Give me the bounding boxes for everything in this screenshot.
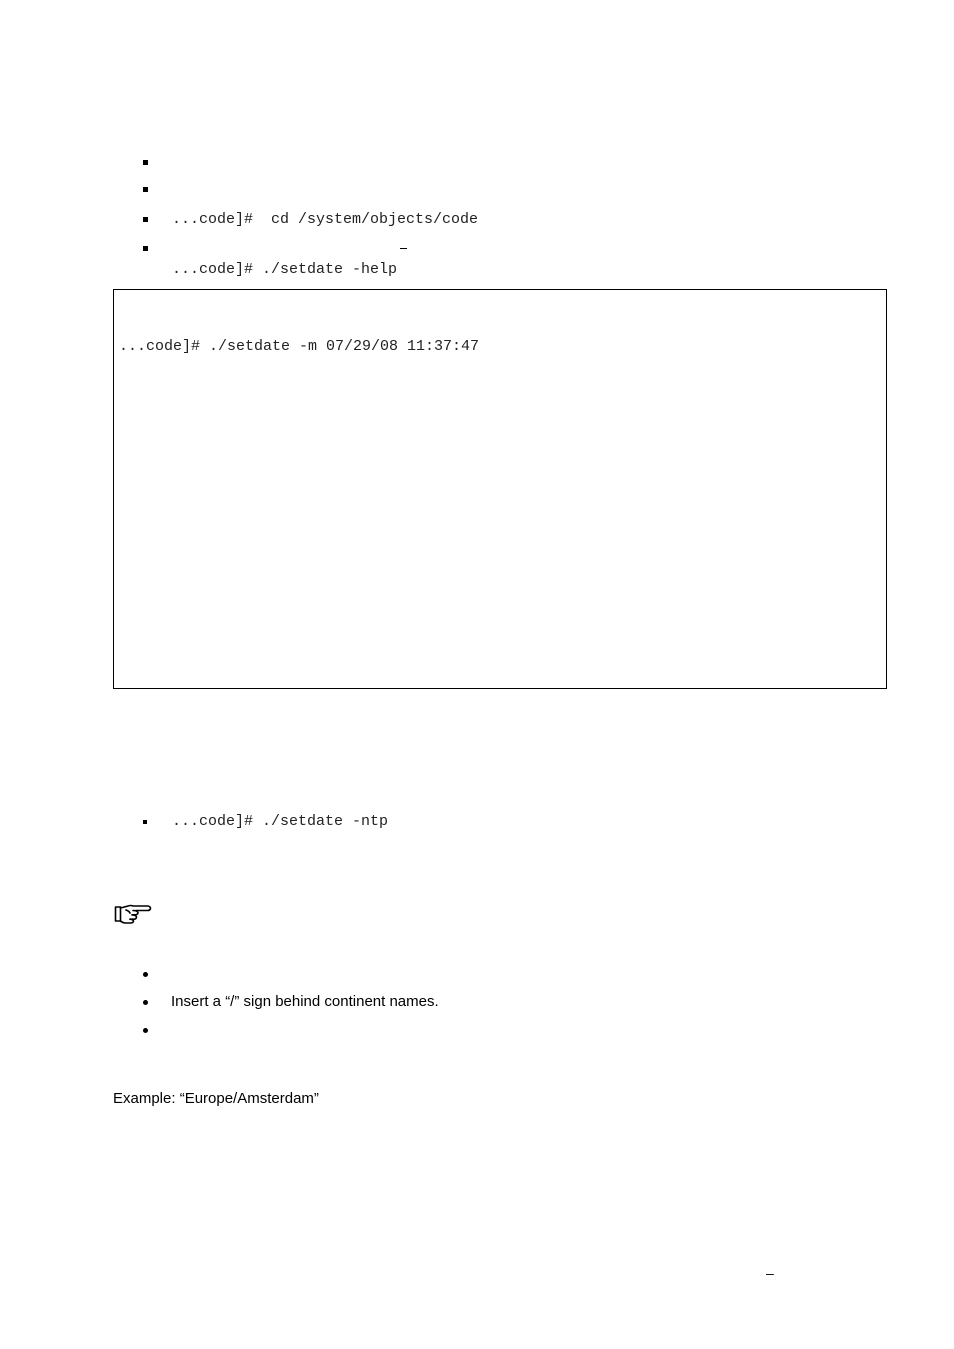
code-line: ...code]# ./setdate -m 07/29/08 11:37:47 — [119, 338, 480, 355]
step-command: ...code]# cd /system/objects/code — [172, 211, 479, 228]
dash-mark — [400, 248, 407, 249]
pointing-hand-icon — [114, 902, 152, 926]
example-text: Example: “Europe/Amsterdam” — [113, 1090, 319, 1107]
list-bullet — [143, 160, 148, 165]
list-bullet — [143, 820, 147, 824]
note-item-text: Insert a “/” sign behind continent names. — [171, 993, 439, 1010]
list-bullet — [143, 187, 148, 192]
ntp-command: ...code]# ./setdate -ntp — [172, 813, 389, 830]
footer-mark: – — [766, 1265, 774, 1281]
code-output-box — [113, 289, 887, 689]
list-bullet — [143, 972, 148, 977]
list-bullet — [143, 1000, 148, 1005]
list-bullet — [143, 1028, 148, 1033]
list-bullet — [143, 217, 148, 222]
list-bullet — [143, 246, 148, 251]
step-command: ...code]# ./setdate -help — [172, 261, 398, 278]
